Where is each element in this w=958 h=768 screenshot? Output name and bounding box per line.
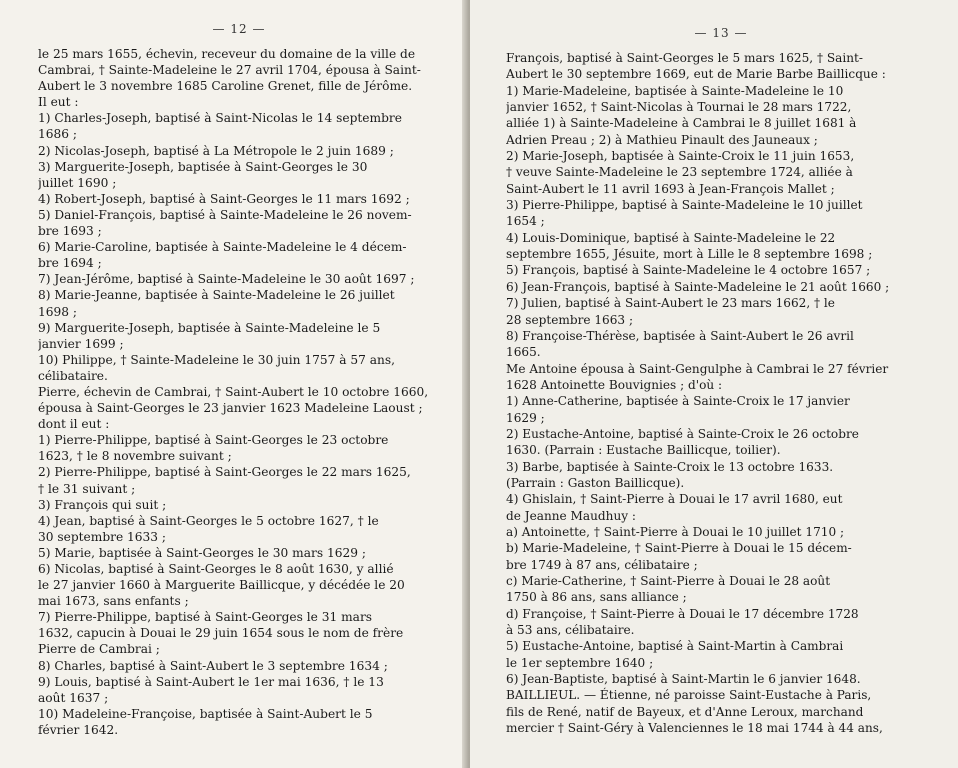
text-line: le 27 janvier 1660 à Marguerite Baillicque, y décédée le 20: [38, 578, 405, 593]
text-line: 5) Marie, baptisée à Saint-Georges le 30 mars 1629 ;: [38, 545, 366, 560]
text-line: janvier 1699 ;: [38, 336, 124, 351]
text-line: 6) Marie-Caroline, baptisée à Sainte-Madeleine le 4 décem-: [38, 240, 407, 255]
text-line: 6) Jean-François, baptisé à Sainte-Madeleine le 21 août 1660 ;: [506, 279, 890, 294]
text-line: le 1er septembre 1640 ;: [506, 655, 654, 670]
text-line: le 25 mars 1655, échevin, receveur du domaine de la ville de: [38, 47, 416, 61]
text-line: bre 1694 ;: [38, 256, 102, 271]
text-line: 1629 ;: [506, 410, 545, 425]
page-number-right: — 13 —: [694, 26, 748, 40]
text-line: Aubert le 3 novembre 1685 Caroline Grenet, fille de Jérôme.: [38, 79, 413, 94]
text-line: juillet 1690 ;: [38, 175, 117, 190]
text-line: Saint-Aubert le 11 avril 1693 à Jean-François Mallet ;: [506, 181, 835, 196]
text-line: d) Françoise, † Saint-Pierre à Douai le 17 décembre 1728: [506, 606, 859, 621]
text-line: 5) Eustache-Antoine, baptisé à Saint-Martin à Cambrai: [506, 639, 844, 654]
text-line: 30 septembre 1633 ;: [38, 529, 167, 544]
text-line: Cambrai, † Sainte-Madeleine le 27 avril 1704, épousa à Saint-: [38, 63, 421, 78]
text-line: b) Marie-Madeleine, † Saint-Pierre à Douai le 15 décem-: [506, 541, 852, 556]
text-line: 2) Marie-Joseph, baptisée à Sainte-Croix le 11 juin 1653,: [506, 149, 855, 164]
text-line: janvier 1652, † Saint-Nicolas à Tournai le 28 mars 1722,: [506, 100, 852, 115]
text-line: 8) Marie-Jeanne, baptisée à Sainte-Madeleine le 26 juillet: [38, 288, 395, 303]
text-line: 6) Nicolas, baptisé à Saint-Georges le 8 août 1630, y allié: [38, 562, 394, 576]
text-line: 1628 Antoinette Bouvignies ; d'où :: [506, 377, 723, 392]
text-line: (Parrain : Gaston Baillicque).: [506, 475, 685, 490]
text-line: 1623, † le 8 novembre suivant ;: [38, 449, 232, 464]
text-line: 3) Pierre-Philippe, baptisé à Sainte-Madeleine le 10 juillet: [506, 198, 863, 213]
text-line: 3) Barbe, baptisée à Sainte-Croix le 13 octobre 1633.: [506, 459, 834, 474]
text-line: septembre 1655, Jésuite, mort à Lille le 8 septembre 1698 ;: [506, 247, 873, 262]
text-line: 10) Philippe, † Sainte-Madeleine le 30 juin 1757 à 57 ans,: [38, 352, 395, 367]
text-line: a) Antoinette, † Saint-Pierre à Douai le 10 juillet 1710 ;: [506, 524, 845, 539]
text-line: 1) Marie-Madeleine, baptisée à Sainte-Madeleine le 10: [506, 83, 844, 98]
text-line: bre 1749 à 87 ans, célibataire ;: [506, 557, 698, 572]
text-line: Pierre, échevin de Cambrai, † Saint-Aubert le 10 octobre 1660,: [38, 384, 429, 399]
text-line: à 53 ans, célibataire.: [506, 623, 635, 638]
text-line: 28 septembre 1663 ;: [506, 312, 634, 327]
text-line: célibataire.: [38, 368, 108, 383]
text-line: mercier † Saint-Géry à Valenciennes le 18 mai 1744 à 44 ans,: [506, 721, 883, 736]
text-line: 1654 ;: [506, 214, 545, 229]
text-line: 9) Marguerite-Joseph, baptisée à Sainte-Madeleine le 5: [38, 320, 381, 335]
text-line: 2) Pierre-Philippe, baptisé à Saint-Georges le 22 mars 1625,: [38, 465, 411, 480]
right-page: [470, 0, 958, 768]
text-line: 2) Nicolas-Joseph, baptisé à La Métropole le 2 juin 1689 ;: [38, 143, 394, 158]
right-page-text: [506, 50, 936, 736]
text-line: 5) Daniel-François, baptisé à Sainte-Madeleine le 26 novem-: [38, 207, 412, 222]
text-line: 1698 ;: [38, 304, 77, 319]
text-line: fils de René, natif de Bayeux, et d'Anne Leroux, marchand: [506, 704, 864, 719]
text-line: François, baptisé à Saint-Georges le 5 mars 1625, † Saint-: [506, 51, 863, 65]
text-line: épousa à Saint-Georges le 23 janvier 1623 Madeleine Laoust ;: [38, 401, 423, 416]
text-line: 7) Jean-Jérôme, baptisé à Sainte-Madeleine le 30 août 1697 ;: [38, 272, 415, 287]
page-number-left: — 12 —: [212, 22, 266, 36]
text-line: Aubert le 30 septembre 1669, eut de Marie Barbe Baillicque :: [506, 67, 886, 82]
text-line: 1) Charles-Joseph, baptisé à Saint-Nicolas le 14 septembre: [38, 111, 402, 126]
text-line: bre 1693 ;: [38, 224, 102, 239]
text-line: 7) Pierre-Philippe, baptisé à Saint-Georges le 31 mars: [38, 610, 373, 625]
text-line: 8) Françoise-Thérèse, baptisée à Saint-Aubert le 26 avril: [506, 328, 854, 343]
text-line: c) Marie-Catherine, † Saint-Pierre à Douai le 28 août: [506, 574, 831, 588]
text-line: août 1637 ;: [38, 690, 109, 705]
text-line: † veuve Sainte-Madeleine le 23 septembre 1724, alliée à: [506, 165, 853, 180]
text-line: 2) Eustache-Antoine, baptisé à Sainte-Croix le 26 octobre: [506, 426, 859, 441]
text-line: Il eut :: [38, 95, 79, 110]
text-line: 1632, capucin à Douai le 29 juin 1654 sous le nom de frère: [38, 626, 404, 641]
text-line: alliée 1) à Sainte-Madeleine à Cambrai le 8 juillet 1681 à: [506, 116, 857, 131]
text-line: de Jeanne Maudhuy :: [506, 508, 636, 523]
text-line: Adrien Preau ; 2) à Mathieu Pinault des Jauneaux ;: [506, 132, 818, 147]
text-line: 1) Pierre-Philippe, baptisé à Saint-Georges le 23 octobre: [38, 433, 389, 448]
text-line: † le 31 suivant ;: [38, 481, 136, 496]
text-line: BAILLIEUL. — Étienne, né paroisse Saint-Eustache à Paris,: [506, 688, 872, 703]
text-line: 4) Ghislain, † Saint-Pierre à Douai le 17 avril 1680, eut: [506, 492, 843, 507]
text-line: 7) Julien, baptisé à Saint-Aubert le 23 mars 1662, † le: [506, 296, 835, 311]
text-line: 10) Madeleine-Françoise, baptisée à Saint-Aubert le 5: [38, 706, 373, 721]
text-line: 4) Jean, baptisé à Saint-Georges le 5 octobre 1627, † le: [38, 513, 379, 528]
text-line: 3) François qui suit ;: [38, 497, 167, 512]
left-page: [0, 0, 470, 768]
text-line: 5) François, baptisé à Sainte-Madeleine le 4 octobre 1657 ;: [506, 263, 871, 278]
text-line: 1) Anne-Catherine, baptisée à Sainte-Croix le 17 janvier: [506, 394, 850, 409]
text-line: 3) Marguerite-Joseph, baptisée à Saint-Georges le 30: [38, 159, 368, 174]
text-line: février 1642.: [38, 722, 119, 737]
text-line: 1665.: [506, 345, 541, 360]
text-line: 4) Robert-Joseph, baptisé à Saint-Georges le 11 mars 1692 ;: [38, 191, 410, 206]
text-line: Me Antoine épousa à Saint-Gengulphe à Cambrai le 27 février: [506, 361, 889, 376]
left-page-text: [38, 46, 440, 738]
text-line: 9) Louis, baptisé à Saint-Aubert le 1er mai 1636, † le 13: [38, 674, 384, 689]
text-line: 8) Charles, baptisé à Saint-Aubert le 3 septembre 1634 ;: [38, 658, 388, 673]
text-line: 4) Louis-Dominique, baptisé à Sainte-Madeleine le 22: [506, 230, 836, 245]
text-line: Pierre de Cambrai ;: [38, 642, 160, 657]
text-line: 6) Jean-Baptiste, baptisé à Saint-Martin le 6 janvier 1648.: [506, 672, 861, 687]
text-line: dont il eut :: [38, 417, 110, 432]
text-line: 1750 à 86 ans, sans alliance ;: [506, 590, 687, 605]
text-line: mai 1673, sans enfants ;: [38, 594, 189, 609]
text-line: 1686 ;: [38, 127, 77, 142]
text-line: 1630. (Parrain : Eustache Baillicque, toilier).: [506, 443, 781, 458]
